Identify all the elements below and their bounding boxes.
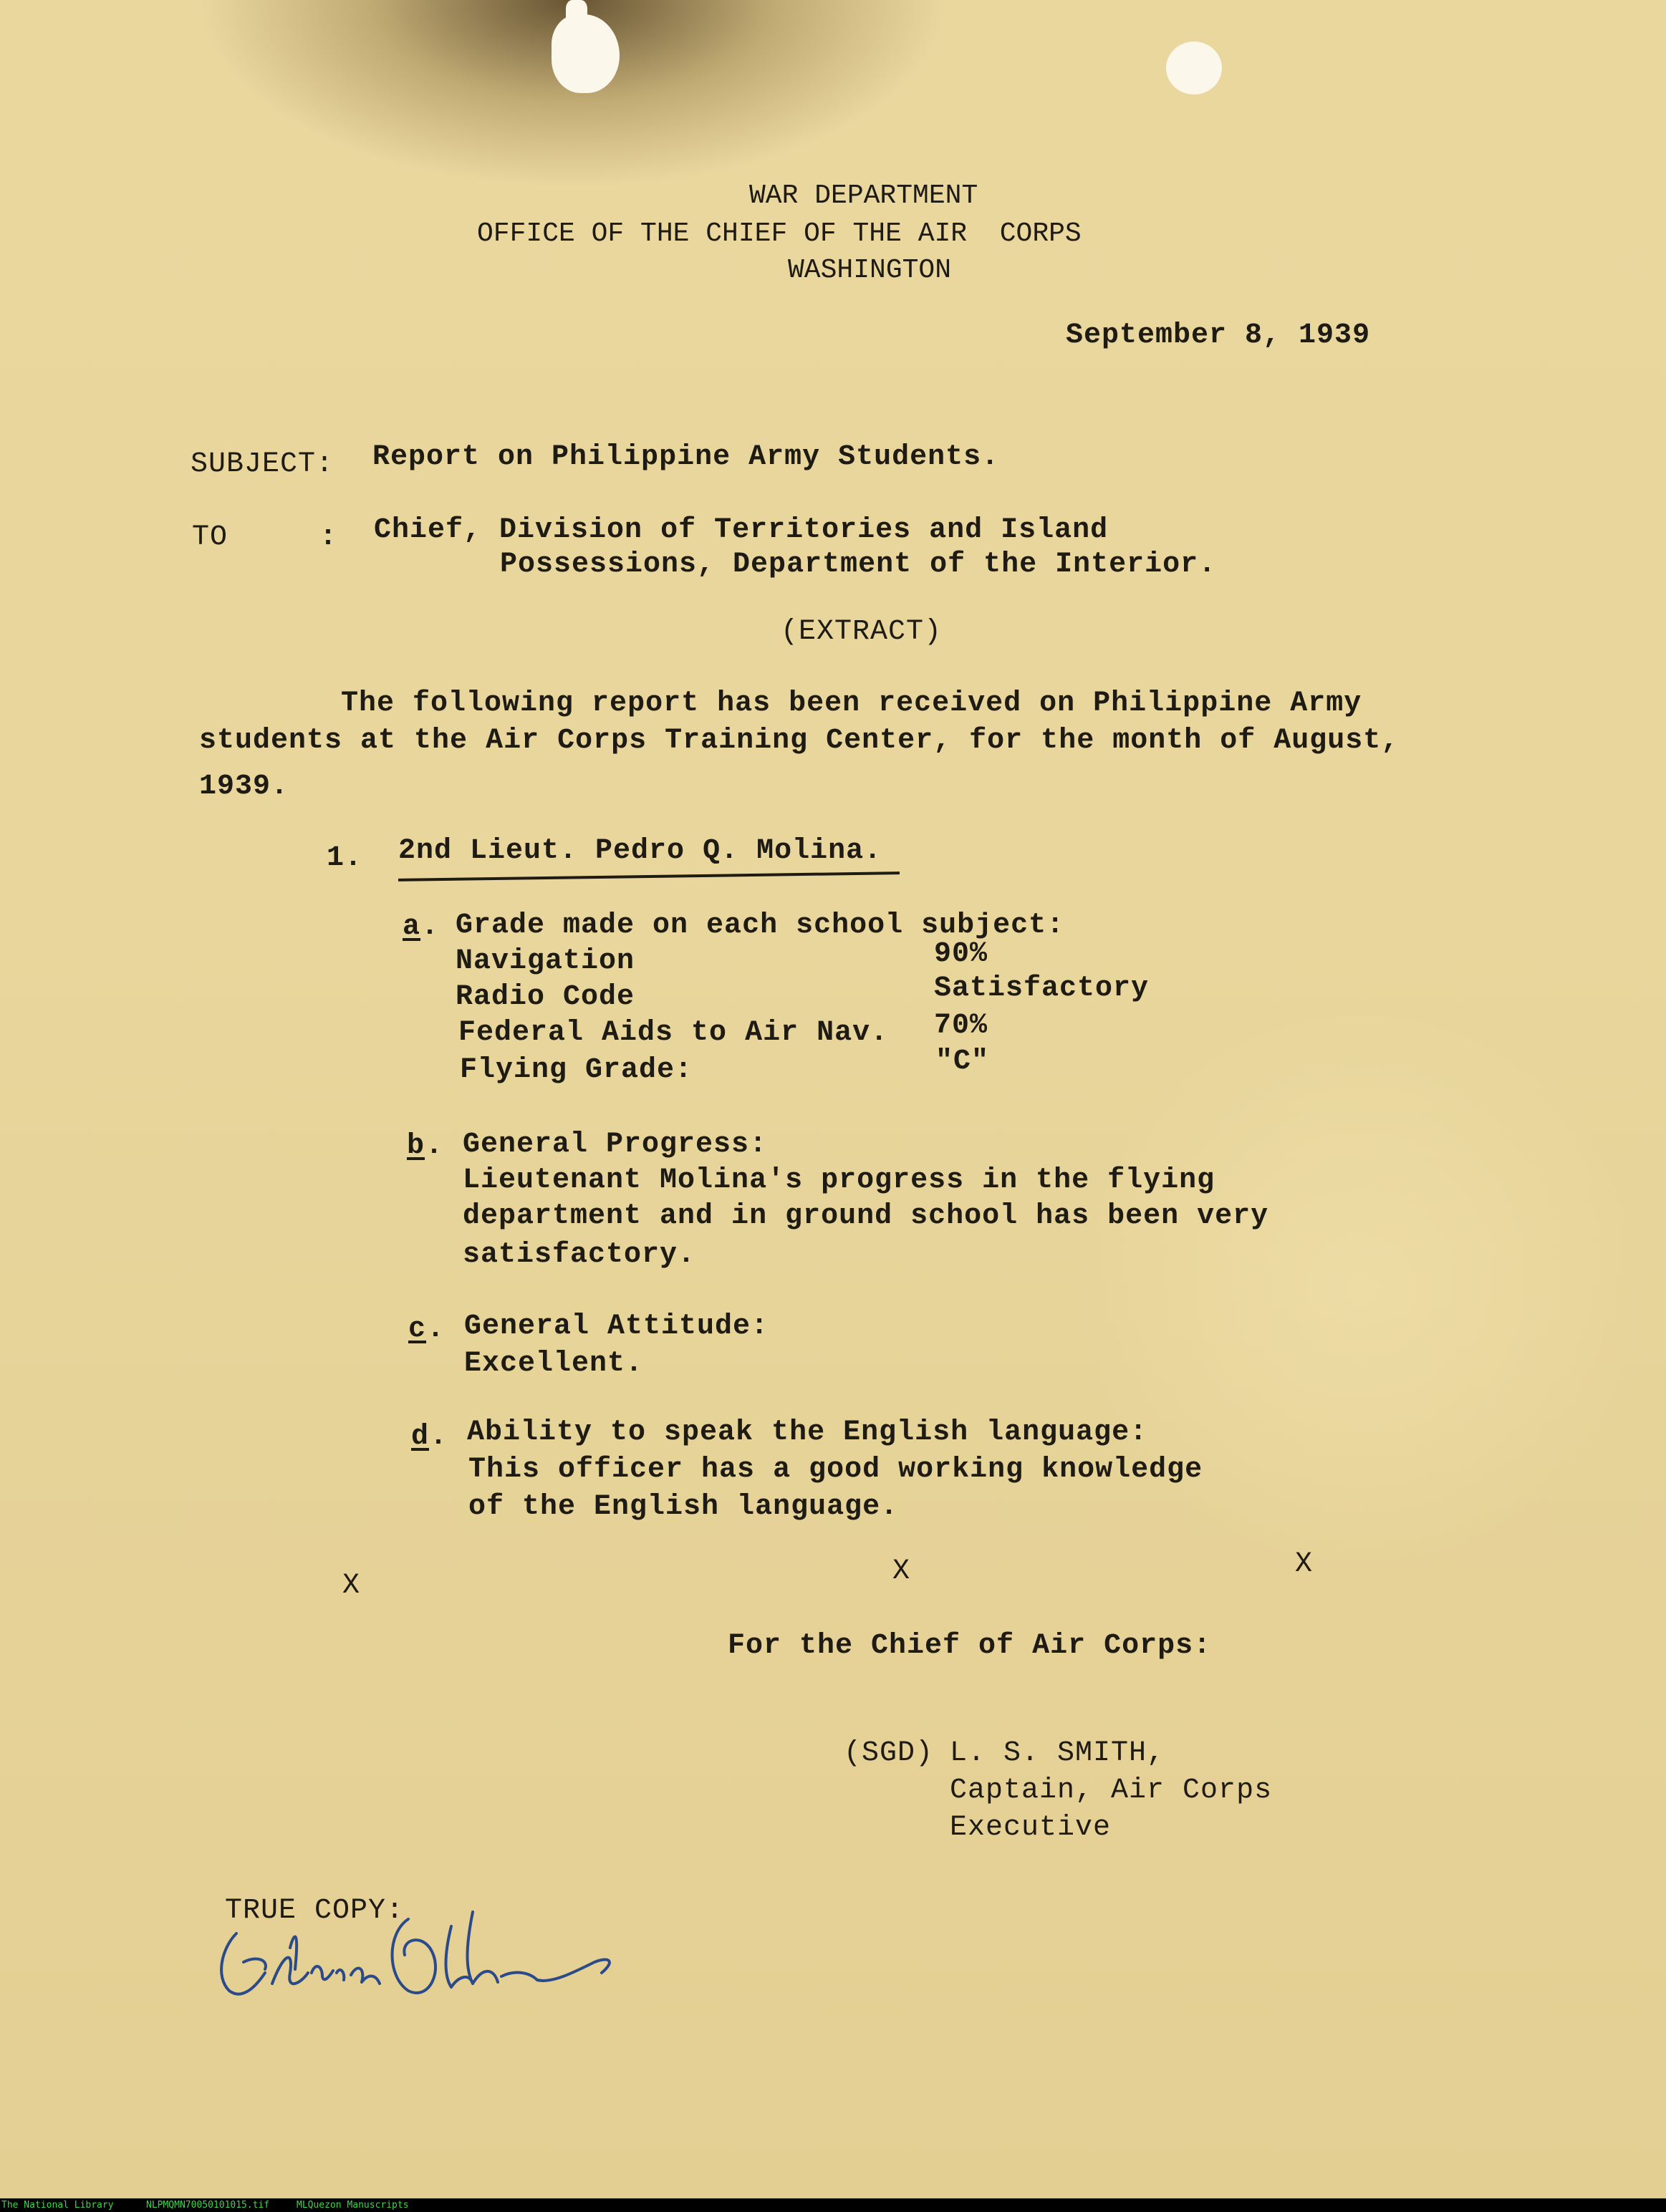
to-line-1: Chief, Division of Territories and Island bbox=[374, 514, 1109, 546]
grade-subject: Navigation bbox=[456, 945, 635, 977]
signature-rank: Captain, Air Corps bbox=[950, 1774, 1273, 1807]
footer-collection: MLQuezon Manuscripts bbox=[297, 2200, 409, 2211]
grades-heading: Grade made on each school subject: bbox=[456, 909, 1065, 942]
to-label: TO bbox=[192, 521, 228, 554]
document-date: September 8, 1939 bbox=[1066, 319, 1371, 352]
letterhead-line-1: WAR DEPARTMENT bbox=[749, 180, 978, 211]
separator-x: X bbox=[892, 1555, 911, 1588]
to-line-2: Possessions, Department of the Interior. bbox=[500, 549, 1217, 581]
footer-library: The National Library bbox=[1, 2200, 114, 2211]
signature-name: L. S. SMITH, bbox=[950, 1737, 1165, 1769]
letterhead-line-3: WASHINGTON bbox=[788, 255, 952, 286]
progress-letter: b bbox=[407, 1130, 425, 1162]
attitude-heading: General Attitude: bbox=[464, 1310, 769, 1343]
letter-period: . bbox=[427, 1313, 446, 1346]
intro-line-2: students at the Air Corps Training Center, for the month of August, bbox=[199, 725, 1400, 757]
grades-letter: a bbox=[403, 911, 421, 943]
signature-title: Executive bbox=[950, 1812, 1112, 1844]
true-copy-label: TRUE COPY: bbox=[225, 1895, 405, 1927]
letter-period: . bbox=[425, 1130, 444, 1162]
english-letter: d bbox=[411, 1421, 430, 1453]
attitude-text: Excellent. bbox=[464, 1348, 644, 1380]
separator-x: X bbox=[1295, 1548, 1314, 1580]
grade-value: "C" bbox=[935, 1045, 990, 1078]
archive-footer-bar bbox=[0, 2198, 1666, 2212]
english-line-2: of the English language. bbox=[468, 1491, 899, 1523]
student-number: 1. bbox=[327, 842, 363, 874]
letter-period: . bbox=[430, 1421, 448, 1453]
grade-value: Satisfactory bbox=[934, 972, 1150, 1005]
progress-line-1: Lieutenant Molina's progress in the flying bbox=[463, 1164, 1215, 1197]
signature-sgd: (SGD) bbox=[844, 1737, 934, 1769]
grade-subject: Radio Code bbox=[456, 981, 635, 1013]
english-heading: Ability to speak the English language: bbox=[467, 1416, 1148, 1449]
grade-value: 70% bbox=[934, 1010, 988, 1042]
extract-label: (EXTRACT) bbox=[781, 616, 943, 648]
handwritten-signature bbox=[215, 1905, 645, 2019]
grade-value: 90% bbox=[934, 938, 988, 970]
separator-x: X bbox=[342, 1570, 361, 1602]
closing-line: For the Chief of Air Corps: bbox=[728, 1630, 1212, 1662]
progress-line-3: satisfactory. bbox=[463, 1239, 696, 1271]
student-name: 2nd Lieut. Pedro Q. Molina. bbox=[398, 835, 882, 867]
letterhead-line-2: OFFICE OF THE CHIEF OF THE AIR CORPS bbox=[477, 218, 1082, 249]
progress-heading: General Progress: bbox=[463, 1129, 768, 1161]
grade-subject: Federal Aids to Air Nav. bbox=[458, 1017, 889, 1049]
letter-period: . bbox=[421, 911, 440, 943]
attitude-letter: c bbox=[408, 1313, 427, 1346]
footer-file: NLPMQMN70050101015.tif bbox=[146, 2200, 270, 2211]
to-colon: : bbox=[319, 521, 338, 554]
grade-subject: Flying Grade: bbox=[460, 1054, 693, 1086]
intro-line-1: The following report has been received on Philippine Army bbox=[341, 687, 1362, 720]
progress-line-2: department and in ground school has been very bbox=[463, 1200, 1269, 1232]
subject-label: SUBJECT: bbox=[191, 448, 334, 480]
subject-text: Report on Philippine Army Students. bbox=[372, 441, 1000, 473]
paper-hole bbox=[552, 14, 620, 93]
intro-line-3: 1939. bbox=[199, 771, 289, 803]
paper-hole bbox=[566, 0, 587, 29]
english-line-1: This officer has a good working knowledge bbox=[468, 1454, 1203, 1486]
paper-hole bbox=[1166, 42, 1222, 95]
student-name-underline bbox=[398, 871, 900, 882]
